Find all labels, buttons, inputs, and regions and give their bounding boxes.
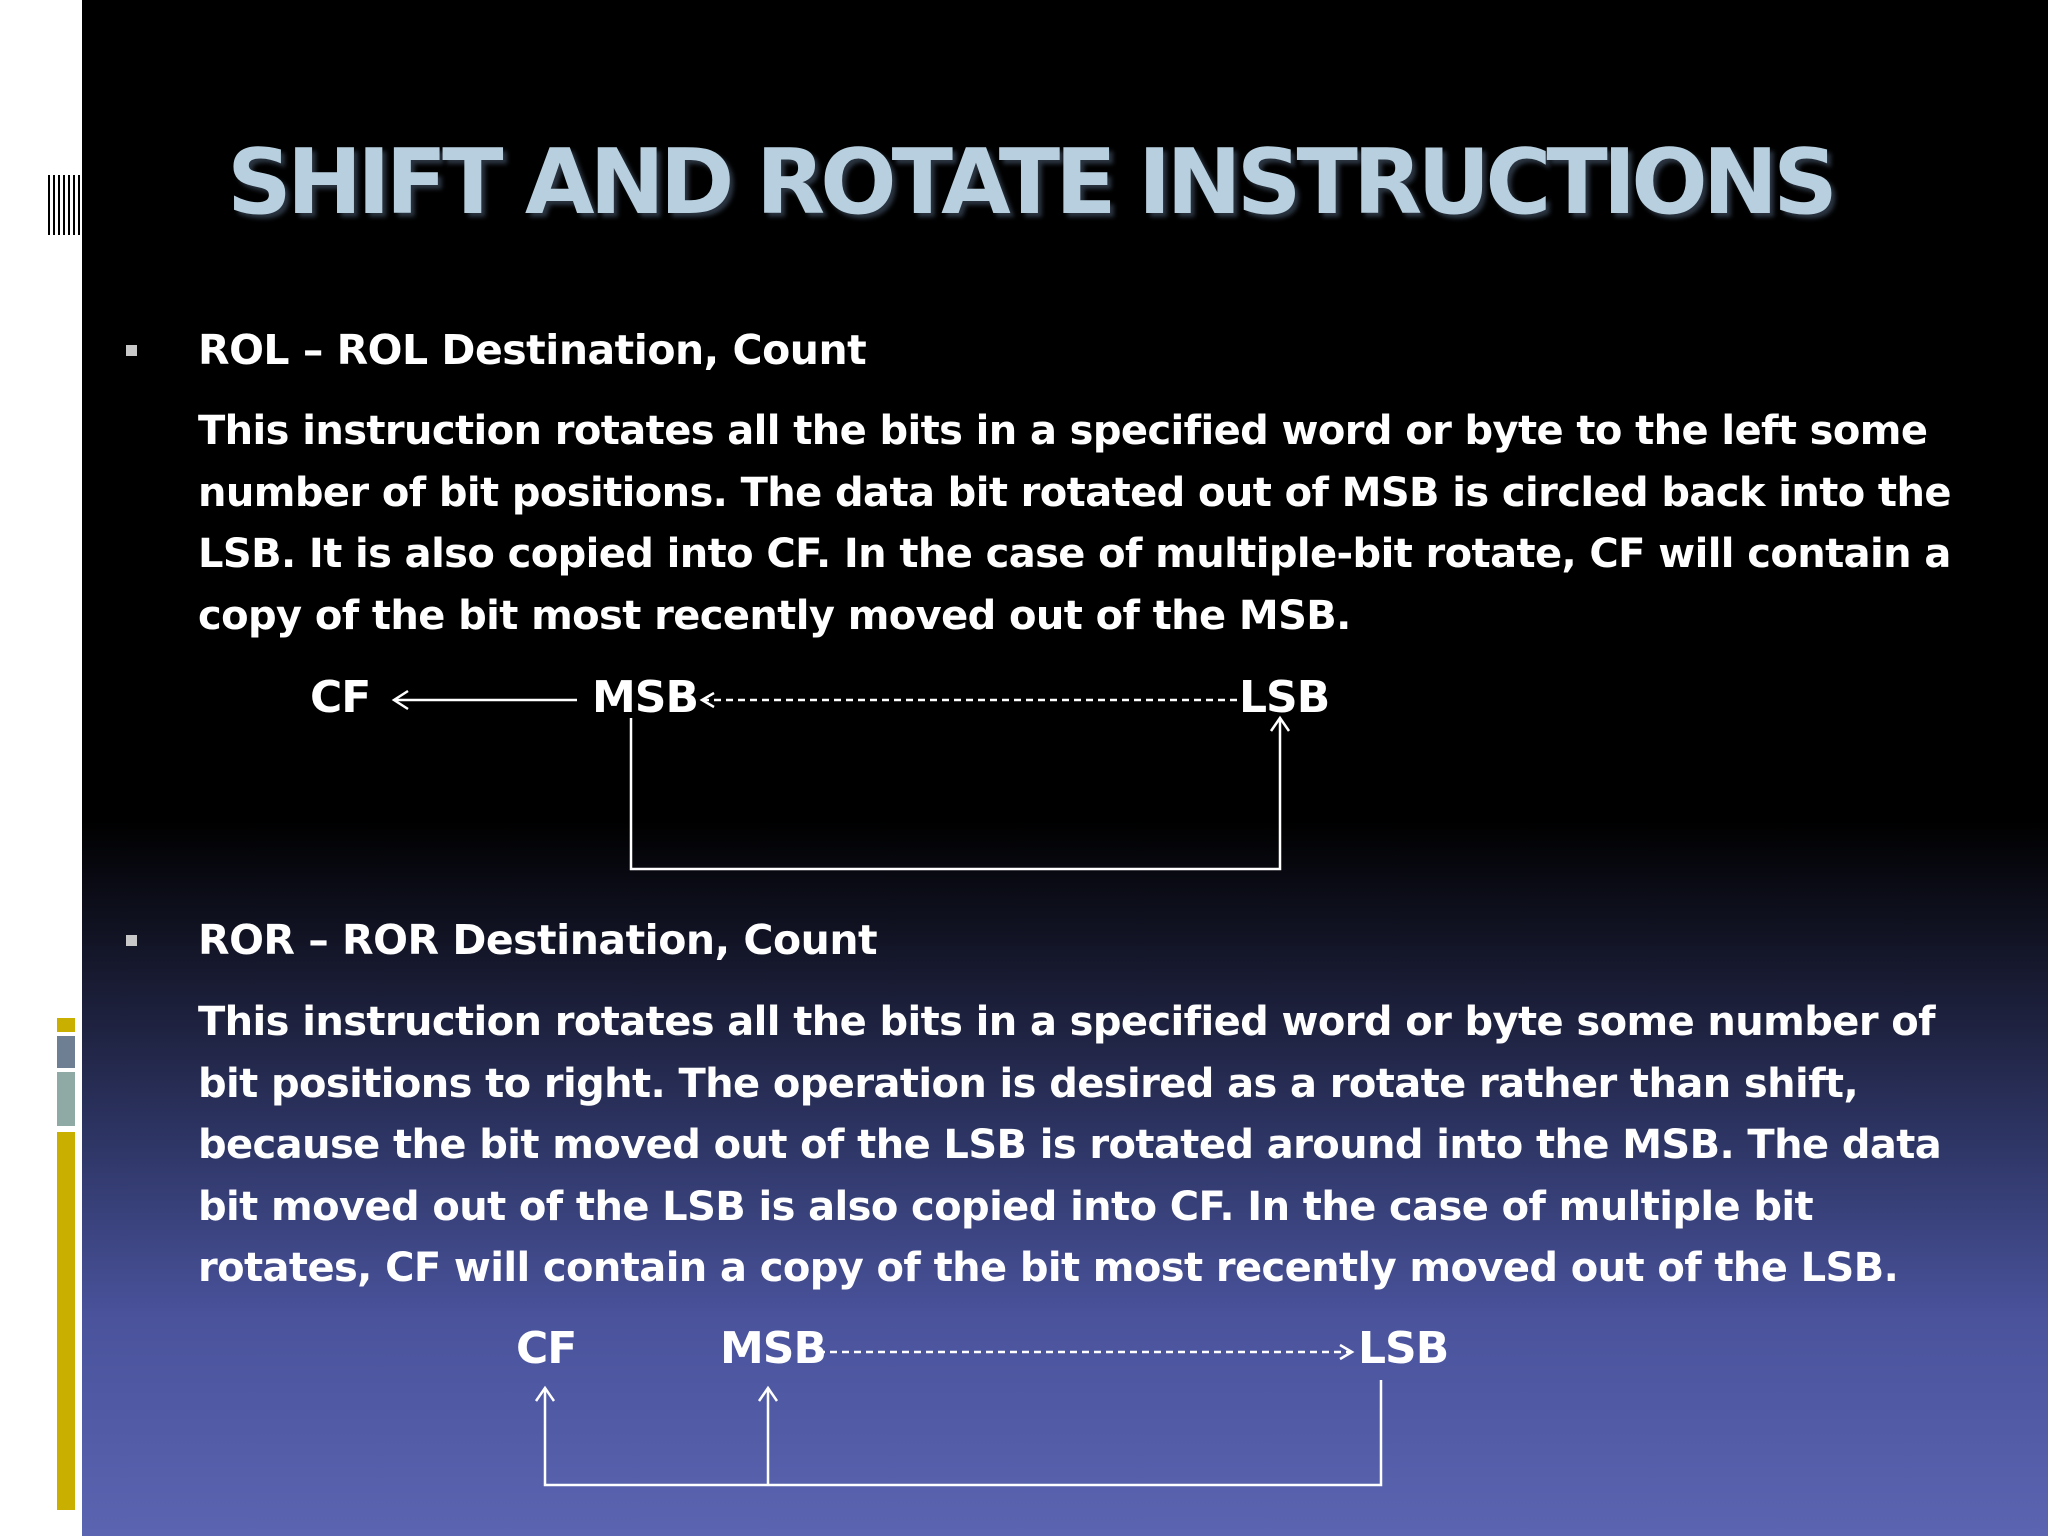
- decorative-square-slate: [57, 1036, 75, 1068]
- ror-diagram-cf-label: CF: [516, 1323, 577, 1374]
- rol-line-4: copy of the bit most recently moved out of the MSB.: [198, 592, 1351, 639]
- decorative-square-yellow: [57, 1018, 75, 1032]
- ror-heading: ROR – ROR Destination, Count: [198, 916, 878, 964]
- ror-line-4: bit moved out of the LSB is also copied into CF. In the case of multiple bit: [198, 1183, 1813, 1230]
- decorative-square-teal: [57, 1072, 75, 1126]
- rol-heading: ROL – ROL Destination, Count: [198, 326, 867, 374]
- rotate-diagrams: [82, 0, 2048, 1536]
- ror-line-1: This instruction rotates all the bits in a specified word or byte some number of: [198, 999, 1935, 1045]
- decorative-bar-yellow: [57, 1132, 75, 1510]
- rol-diagram-lsb-label: LSB: [1239, 672, 1330, 723]
- ror-diagram-msb-label: MSB: [720, 1323, 827, 1374]
- slide-title: SHIFT AND ROTATE INSTRUCTIONS: [227, 130, 1833, 235]
- ror-line-3: because the bit moved out of the LSB is rotated around into the MSB. The data: [198, 1122, 1942, 1168]
- ror-diagram-lsb-label: LSB: [1358, 1323, 1449, 1374]
- rol-loop-line: [631, 718, 1280, 869]
- rol-line-1: This instruction rotates all the bits in a specified word or byte to the left some: [198, 408, 1928, 454]
- ror-line-5: rotates, CF will contain a copy of the bit most recently moved out of the LSB.: [198, 1245, 1899, 1291]
- ror-loop-line: [545, 1380, 1381, 1485]
- rol-line-2: number of bit positions. The data bit rotated out of MSB is circled back into the: [198, 469, 1951, 516]
- rol-diagram-msb-label: MSB: [592, 672, 699, 723]
- rol-diagram-cf-label: CF: [310, 672, 371, 723]
- decorative-lines: [48, 175, 80, 235]
- rol-line-3: LSB. It is also copied into CF. In the case of multiple-bit rotate, CF will contain a: [198, 531, 1951, 577]
- ror-line-2: bit positions to right. The operation is desired as a rotate rather than shift,: [198, 1060, 1859, 1107]
- slide: [82, 0, 2048, 1536]
